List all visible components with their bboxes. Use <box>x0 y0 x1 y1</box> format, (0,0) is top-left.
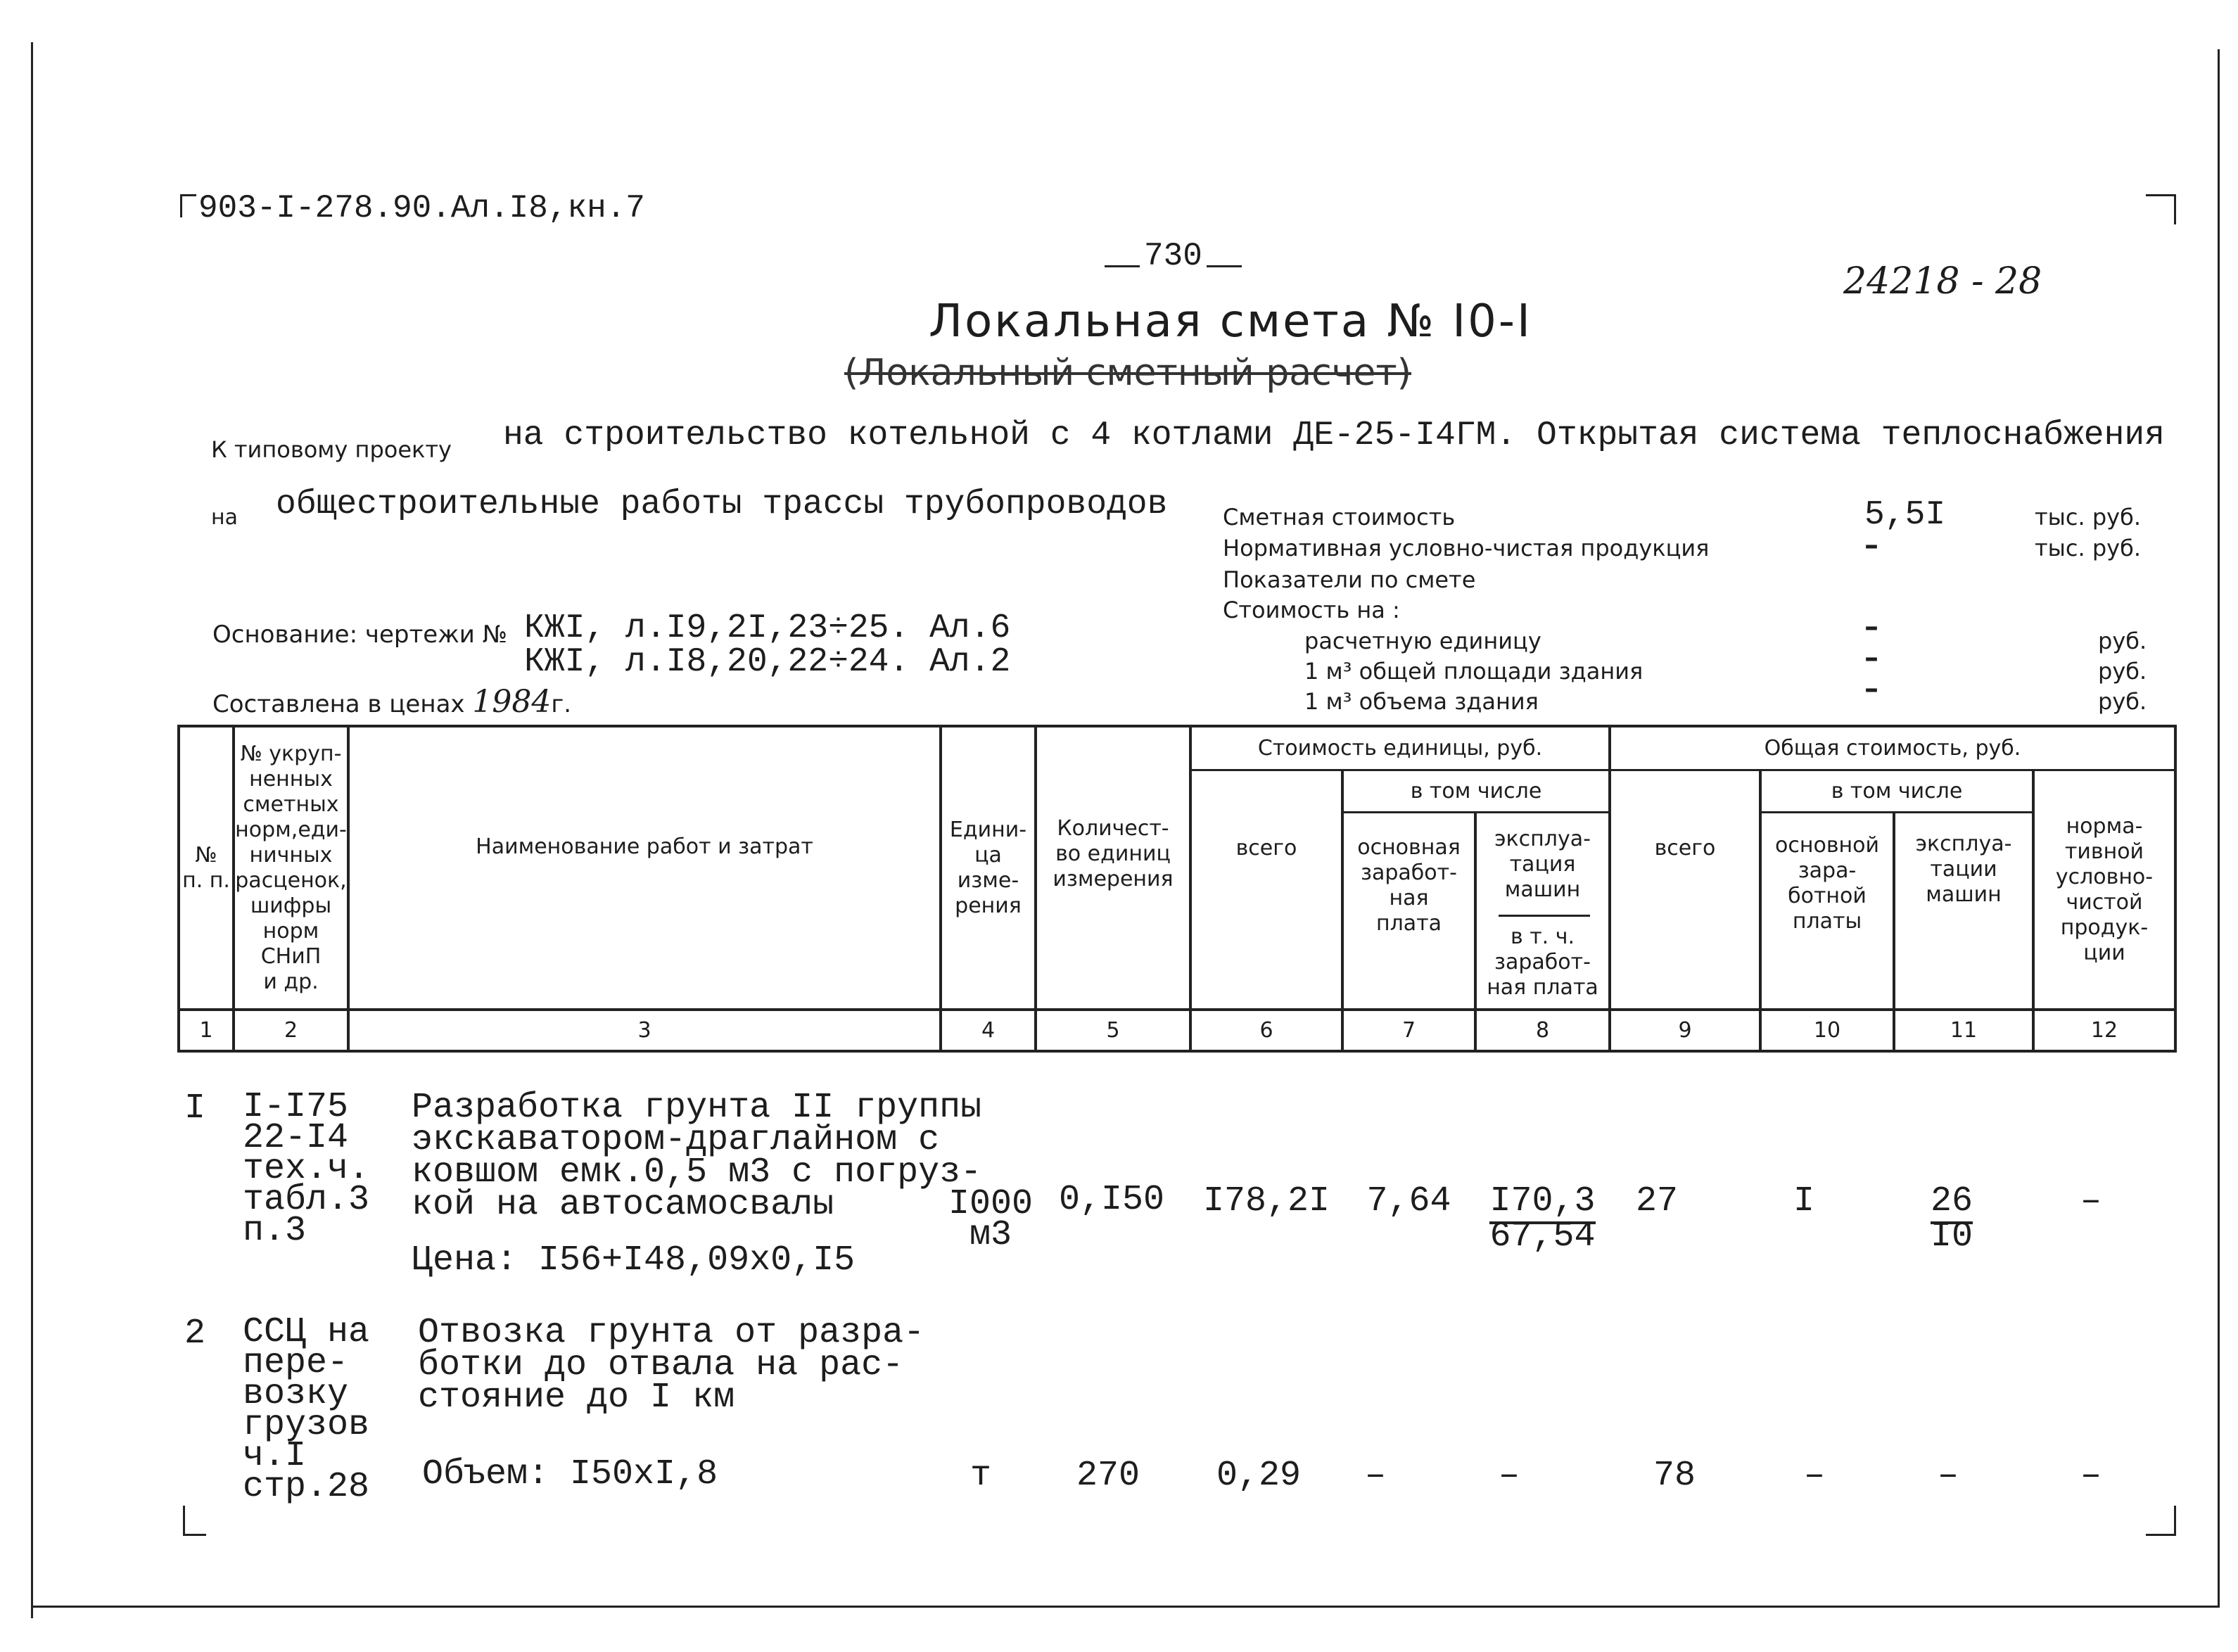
page-number: 730 <box>1105 238 1242 274</box>
header-total-cost-wage: основной зара- ботной платы <box>1775 833 1879 934</box>
row-extra: Цена: I56+I48,09х0,I5 <box>412 1240 856 1281</box>
corner-mark-bottom-left <box>183 1506 206 1536</box>
on-text: общестроительные работы трассы трубопроводов <box>276 485 1168 523</box>
header-norm-code: № укруп- ненных сметных норм,еди- ничных расценок, шифры норм СНиП и др. <box>235 741 347 994</box>
row-extra: Объем: I50хI,8 <box>422 1454 718 1494</box>
project-label: К типовому проекту <box>211 436 452 463</box>
header-unit-cost-machine-wage: в т. ч. заработ- ная плата <box>1487 925 1598 1000</box>
summary-unit2-unit: руб. <box>2098 658 2147 685</box>
column-number: 10 <box>1813 1017 1841 1043</box>
header-total-cost-group: Общая стоимость, руб. <box>1764 735 2021 761</box>
row-unit-total: 0,29 <box>1216 1456 1302 1496</box>
row-total-machine: – <box>1937 1456 1959 1496</box>
column-number: 6 <box>1259 1017 1273 1043</box>
row-unit-wage: 7,64 <box>1366 1181 1451 1221</box>
header-total-cost-machine: эксплуа- тации машин <box>1915 832 2012 907</box>
header-unit-cost-incl: в том числе <box>1410 778 1542 803</box>
row-number: 2 <box>184 1314 206 1354</box>
summary-unit3-value: – <box>1864 673 1878 705</box>
summary-indicators-label: Показатели по смете <box>1223 566 1476 593</box>
column-number: 2 <box>284 1017 298 1043</box>
corner-mark-bottom-right <box>2146 1506 2176 1536</box>
header-unit-cost-wage: основная заработ- ная плата <box>1357 834 1461 936</box>
summary-npp-value: – <box>1864 529 1878 561</box>
summary-unit2-label: 1 м³ общей площади здания <box>1304 658 1643 685</box>
corner-mark-top-right <box>2146 194 2176 224</box>
row-unit-machine-wage: 67,54 <box>1489 1216 1596 1257</box>
column-number: 11 <box>1950 1017 1978 1043</box>
document-code: 903-I-278.90.Ал.I8,кн.7 <box>198 190 645 227</box>
summary-unit1-unit: руб. <box>2098 628 2147 654</box>
document-title: Локальная смета № I0-I <box>929 296 1532 348</box>
column-number: 7 <box>1401 1017 1416 1043</box>
handwritten-number: 24218 - 28 <box>1843 260 2042 303</box>
header-work-name: Наименование работ и затрат <box>476 834 813 859</box>
column-number: 5 <box>1106 1017 1120 1043</box>
document-title-struck: (Локальный сметный расчет) <box>844 352 1411 394</box>
row-npp: – <box>2080 1456 2102 1496</box>
column-number: 8 <box>1535 1017 1550 1043</box>
summary-unit1-value: – <box>1864 611 1878 643</box>
summary-unit3-unit: руб. <box>2098 688 2147 715</box>
row-unit: т <box>969 1456 991 1496</box>
row-unit-machine: – <box>1498 1456 1520 1496</box>
header-unit-cost-total: всего <box>1235 836 1297 860</box>
column-number: 1 <box>199 1017 213 1043</box>
row-norm-code: ССЦ на пере- возку грузов ч.I стр.28 <box>243 1312 370 1507</box>
row-number: I <box>184 1088 206 1129</box>
header-npp: норма- тивной условно- чистой продук- ции <box>2055 813 2154 965</box>
left-frame-line <box>31 42 33 1618</box>
bottom-frame-line <box>31 1606 2219 1608</box>
summary-npp-label: Нормативная условно-чистая продукция <box>1223 535 1710 561</box>
row-work-name: Отвозка грунта от разра- ботки до отвала на рас- стояние до I км <box>418 1313 925 1418</box>
row-quantity: 0,I50 <box>1058 1180 1165 1220</box>
row-quantity: 270 <box>1076 1456 1140 1496</box>
header-total-cost-incl: в том числе <box>1831 778 1963 803</box>
right-frame-line <box>2218 49 2220 1608</box>
summary-npp-unit: тыс. руб. <box>2035 535 2141 561</box>
summary-cost-label: Сметная стоимость <box>1223 504 1456 530</box>
row-total-machine: 26 <box>1895 1185 2008 1219</box>
header-quantity: Количест- во единиц измерения <box>1053 816 1174 891</box>
summary-unit2-value: – <box>1864 642 1878 674</box>
row-norm-code: I-I75 22-I4 тех.ч. табл.3 п.3 <box>243 1087 370 1251</box>
row-total-wage: – <box>1803 1456 1825 1496</box>
basis-label: Основание: чертежи № <box>212 621 508 649</box>
summary-cost-per-label: Стоимость на : <box>1223 597 1400 623</box>
on-label: на <box>211 505 238 530</box>
column-number: 4 <box>981 1017 996 1043</box>
row-total-machine-wage: I0 <box>1930 1216 1973 1257</box>
row-total: 27 <box>1635 1181 1678 1221</box>
corner-mark-top-left <box>180 194 196 217</box>
compiled-label: Составлена в ценах 1984г. <box>212 684 571 720</box>
header-unit-cost-machine: эксплуа- тация машин <box>1494 827 1591 902</box>
summary-cost-value: 5,5I <box>1864 496 1946 534</box>
header-total-cost-total: всего <box>1654 836 1716 860</box>
summary-unit3-label: 1 м³ объема здания <box>1304 688 1539 715</box>
header-row-number: № п. п. <box>182 842 230 893</box>
header-unit-cost-group: Стоимость единицы, руб. <box>1257 735 1543 761</box>
row-unit-total: I78,2I <box>1202 1181 1330 1221</box>
basis-line-2: КЖI, л.I8,20,22÷24. Ал.2 <box>524 643 1011 681</box>
row-npp: – <box>2080 1181 2102 1221</box>
row-total: 78 <box>1653 1456 1696 1496</box>
row-unit-wage: – <box>1364 1456 1386 1496</box>
header-unit: Едини- ца изме- рения <box>949 817 1027 918</box>
row-work-name: Разработка грунта II группы экскаватором-драглайном с ковшом емк.0,5 м3 с погруз- кой на автосамосвалы <box>412 1088 982 1225</box>
row-total-wage: I <box>1793 1181 1814 1221</box>
column-number: 12 <box>2090 1017 2118 1043</box>
row-unit-machine: I70,3 <box>1477 1185 1608 1219</box>
summary-cost-unit: тыс. руб. <box>2035 504 2141 530</box>
summary-unit1-label: расчетную единицу <box>1304 628 1541 654</box>
column-number: 9 <box>1678 1017 1692 1043</box>
basis-line-1: КЖI, л.I9,2I,23÷25. Ал.6 <box>524 609 1011 647</box>
column-number: 3 <box>637 1017 651 1043</box>
project-text: на строительство котельной с 4 котлами ДЕ-25-I4ГМ. Открытая система теплоснабжения <box>503 417 2165 455</box>
row-unit: I000 м3 <box>948 1184 1034 1255</box>
